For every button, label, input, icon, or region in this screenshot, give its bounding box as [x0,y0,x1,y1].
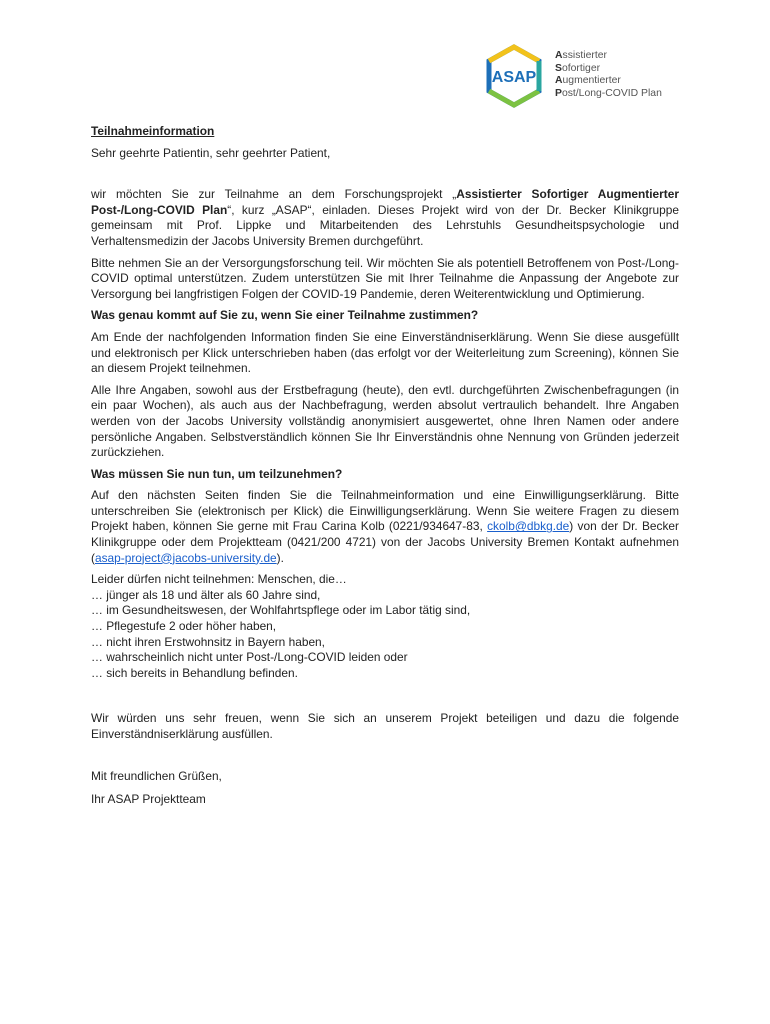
list-item: … im Gesundheitswesen, der Wohlfahrtspflege oder im Labor tätig sind, [91,603,471,618]
document-title: Teilnahmeinformation [91,124,215,138]
logo-line: Assistierter [555,50,607,61]
list-item: … wahrscheinlich nicht unter Post-/Long-COVID leiden oder [91,650,408,665]
exclusion-list [91,572,679,681]
signature: Ihr ASAP Projektteam [91,792,206,807]
intro-paragraph: wir möchten Sie zur Teilnahme an dem Forschungsprojekt „Assistierter Sofortiger Augmentierter Post-/Long-COVID Plan“, kurz „ASAP“, einladen. Dieses Projekt wird von der Dr. Becker Klinikgruppe gemeinsam mit Prof. Lippke und Mitarbeitenden des Lehrstuhls Gesundheitspsychologie und Verhaltensmedizin der Jacobs University Bremen durchgeführt. [91,187,679,248]
list-item: … sich bereits in Behandlung befinden. [91,665,298,680]
list-item: … Pflegestufe 2 oder höher haben, [91,619,277,634]
logo-line: Sofortiger [555,62,601,74]
logo-hexagon-yellow [489,47,539,61]
exclusion-intro: Leider dürfen nicht teilnehmen: Menschen, die… [91,572,347,587]
logo-badge-text: ASAP [491,69,537,86]
list-item: … jünger als 18 und älter als 60 Jahre sind, [91,587,321,602]
question-heading-1: Was genau kommt auf Sie zu, wenn Sie einer Teilnahme zustimmen? [91,308,479,323]
greeting: Mit freundlichen Grüßen, [91,768,222,783]
document-body [91,124,679,814]
privacy-paragraph: Alle Ihre Angaben, sowohl aus der Erstbefragung (heute), den evtl. durchgeführten Zwischenbefragungen (in ein paar Wochen), als auch aus der Nachbefragung, werden absolut vertraulich behandelt. Ihre Angaben werden von der Jacobs University vollständig anonymisiert ausgewertet, ohne Ihren Namen oder andere persönliche Angaben. Selbstverständlich können Sie Ihr Einverständnis ohne Nennung von Gründen jederzeit zurückziehen. [91,382,679,460]
email-link-kolb[interactable]: ckolb@dbkg.de [487,519,570,534]
logo-wordmark [555,50,662,100]
logo-line: Post/Long-COVID Plan [555,87,662,99]
list-item: … nicht ihren Erstwohnsitz in Bayern haben, [91,634,325,649]
salutation: Sehr geehrte Patientin, sehr geehrter Patient, [91,145,331,160]
question-heading-2: Was müssen Sie nun tun, um teilzunehmen? [91,466,343,481]
closing-paragraph: Wir würden uns sehr freuen, wenn Sie sich an unserem Projekt beteiligen und dazu die folgende Einverständniserklärung ausfüllen. [91,711,679,741]
logo-hexagon-green [489,91,539,105]
support-paragraph: Bitte nehmen Sie an der Versorgungsforschung teil. Wir möchten Sie als potentiell Betroffenem von Post-/Long-COVID optimal unterstützen. Zudem unterstützen Sie mit Ihrer Teilnahme die Anpassung der Angebote zur Versorgung bei langfristigen Folgen der COVID-19 Pandemie, deren Weiterentwicklung und Optimierung. [91,255,679,301]
contact-paragraph: Auf den nächsten Seiten finden Sie die Teilnahmeinformation und eine Einwilligungserklärung. Bitte unterschreiben Sie (elektronisch per Klick) die Einwilligungserklärung. Wenn Sie weitere Fragen zu diesem Projekt haben, können Sie gerne mit Frau Carina Kolb (0221/934647-83, ckolb@dbkg.de) von der Dr. Becker Klinikgruppe oder dem Projektteam (0421/200 4721) von der Jacobs University Bremen Kontakt aufnehmen (asap-project@jacobs-university.de). [91,488,680,565]
logo-line: Augmentierter [555,75,621,86]
consent-paragraph: Am Ende der nachfolgenden Information finden Sie eine Einverständniserklärung. Wenn Sie diese ausgefüllt und elektronisch per Klick unterschrieben haben (das erfolgt vor der Weiterleitung zum Screening), können Sie an diesem Projekt teilnehmen. [91,329,679,376]
email-link-project[interactable]: asap-project@jacobs-university.de [94,550,277,565]
